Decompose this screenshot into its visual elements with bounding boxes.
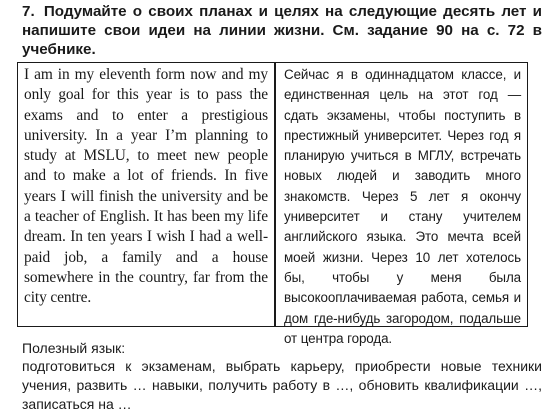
russian-column (276, 63, 527, 346)
task-heading (22, 2, 542, 59)
task-number: 7. (22, 3, 35, 20)
russian-translation-text: Сейчас я в одиннадцатом классе, и единственная цель на этот год — сдать экзамены, чтобы поступить в престижный университет. Через год я планирую учиться в МГЛУ, встречать новых людей и заводить много знакомств. Через 5 лет я окончу университет и стану учителем английского языка. Это мечта всей моей жизни. Через 10 лет хотелось бы, чтобы у меня была высокооплачиваемая работа, семья и дом где-нибудь загородом, подальше от центра города. (284, 67, 521, 346)
answer-table (17, 62, 528, 346)
english-answer-text: I am in my eleventh form now and my only goal for this year is to pass the exams and to enter a prestigious university. In a year I’m planning to study at MSLU, to meet new people and to make a lot of friends. In five years I will finish the university and be a teacher of English. It has been my life dream. In ten years I wish I had a well-paid job, a family and a house somewhere in the country, far from the city centre. (24, 66, 268, 307)
useful-language-text: подготовиться к экзаменам, выбрать карьеру, приобрести новые техники учения, развить … навыки, получить работу в …, обновить квалификации …, записаться на … (22, 358, 542, 412)
english-column (18, 63, 276, 326)
task-instructions: Подумайте о своих планах и целях на следующие десять лет и напишите свои идеи на линии жизни. См. задание 90 на с. 72 в учебнике. (22, 3, 542, 58)
useful-language-heading: Полезный язык: (22, 340, 126, 356)
